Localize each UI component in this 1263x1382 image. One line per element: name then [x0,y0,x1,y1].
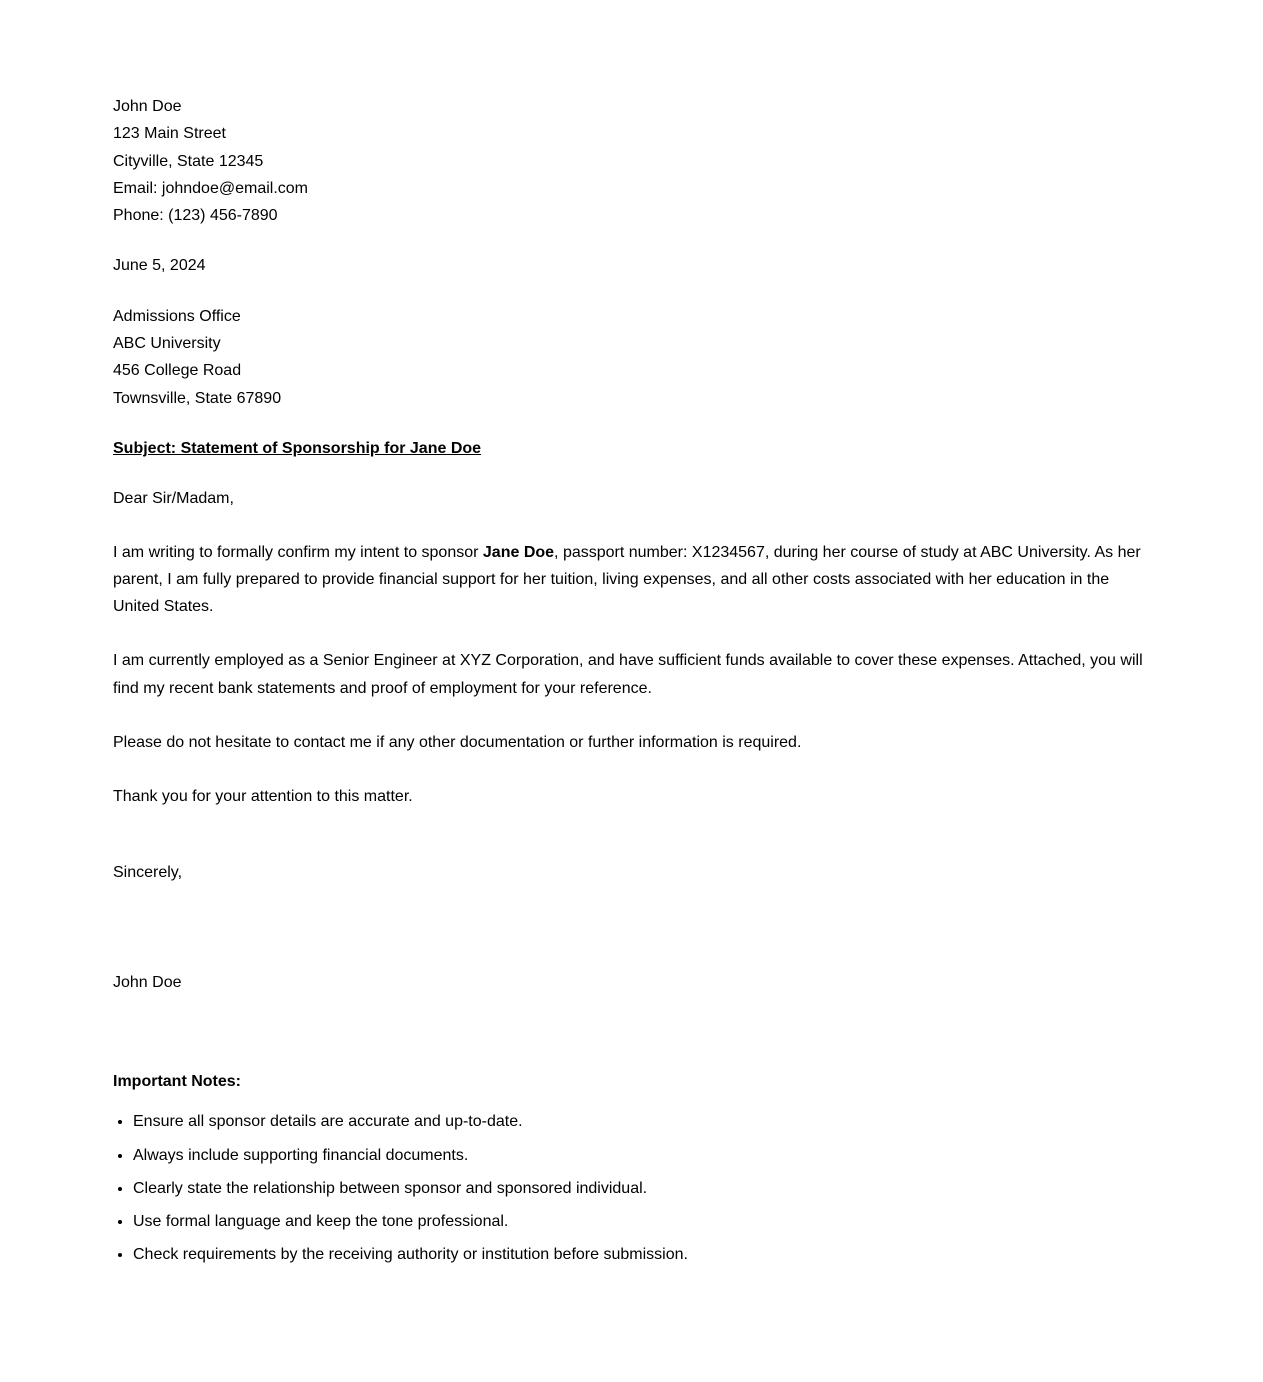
recipient-street: 456 College Road [113,362,242,380]
sender-email: Email: johndoe@email.com [113,179,308,197]
list-item: • Clearly state the relationship between sponsor and sponsored individual. [133,1175,1153,1202]
body-paragraph-3: Please do not hesitate to contact me if any other documentation or further information is required. [113,734,802,752]
recipient-office: Admissions Office [113,307,241,325]
salutation-block [113,485,1153,512]
letter-document [113,93,1153,1275]
body-paragraph-1 [113,539,1153,621]
signature-block [113,969,1153,996]
closing: Sincerely, [113,863,183,881]
letter-subject: Subject: Statement of Sponsorship for Jane Doe [113,439,482,457]
list-item: • Ensure all sponsor details are accurate and up-to-date. [133,1108,1153,1135]
body-paragraph-1-end: , passport number: X1234567, during her course of study at ABC University. As her parent, I am fully prepared to provide financial support for her tuition, living expenses, and all other costs associated with her education in the United States. [113,543,1141,616]
body-paragraph-4: Thank you for your attention to this matter. [113,788,413,806]
body-paragraph-1-start: I am writing to formally confirm my intent to sponsor [113,543,483,561]
notes-title: Important Notes: [113,1073,241,1091]
body-paragraph-2: I am currently employed as a Senior Engineer at XYZ Corporation, and have sufficient funds available to cover these expenses. Attached, you will find my recent bank statements and proof of employment for your reference. [113,652,1143,697]
sender-street: 123 Main Street [113,125,226,143]
list-item: • Always include supporting financial documents. [133,1142,1153,1169]
sender-name: John Doe [113,98,182,115]
letter-date-block [113,252,1153,279]
sender-city-state-zip: Cityville, State 12345 [113,152,264,170]
sender-address-block [113,93,1153,229]
recipient-city-state-zip: Townsville, State 67890 [113,389,282,407]
list-item: • Check requirements by the receiving authority or institution before submission. [133,1241,1153,1268]
list-item: • Use formal language and keep the tone professional. [133,1208,1153,1235]
recipient-address-block [113,303,1153,412]
recipient-institution: ABC University [113,335,221,353]
notes-list [113,1108,1153,1268]
closing-block [113,859,1153,886]
sponsored-name-bold: Jane Doe [482,543,555,561]
letter-date: June 5, 2024 [113,257,206,275]
salutation: Dear Sir/Madam, [113,490,234,508]
sender-phone: Phone: (123) 456-7890 [113,207,278,225]
signature-name: John Doe [113,973,182,991]
